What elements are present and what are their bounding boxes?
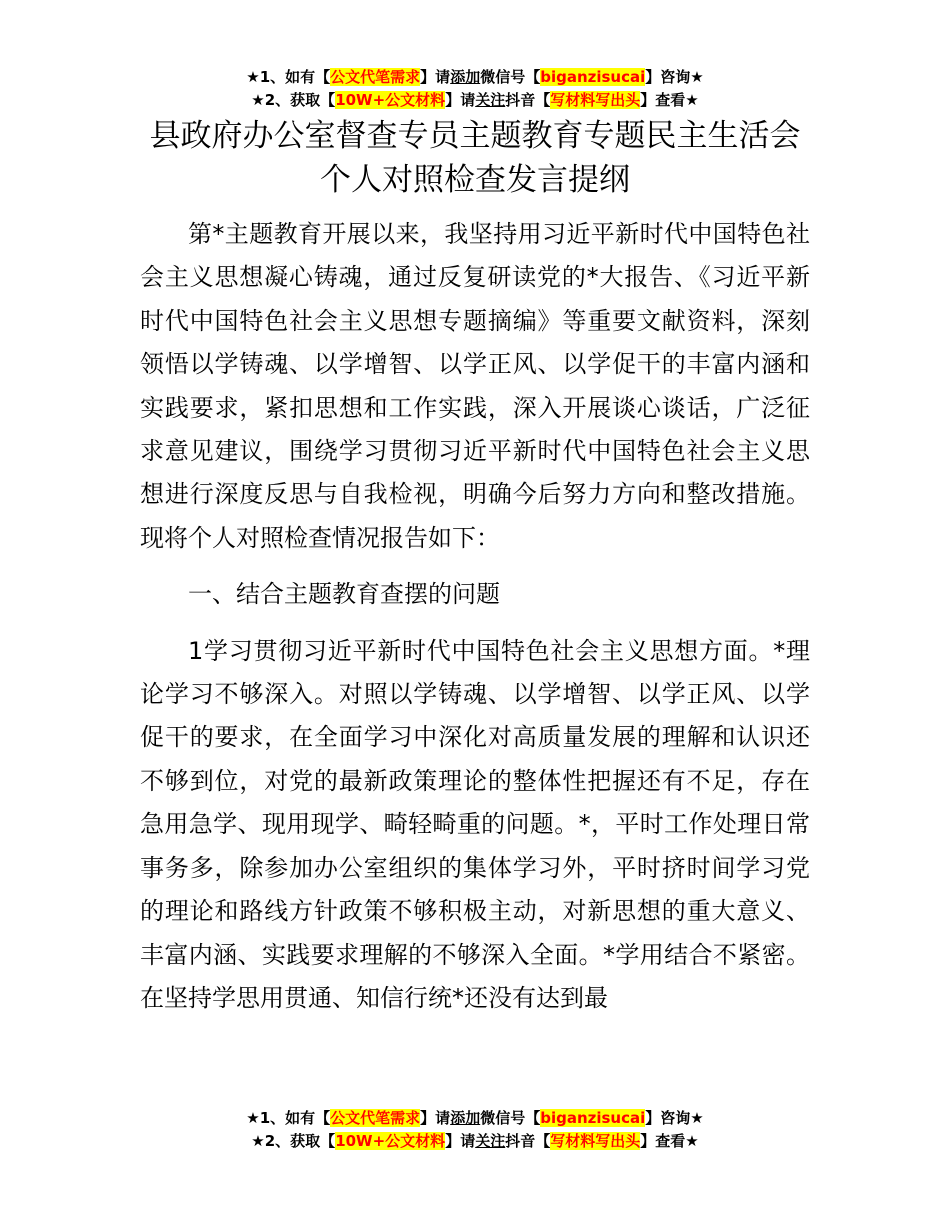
banner-text: 】请 [445,1132,476,1150]
banner-line-1 [0,66,950,89]
banner-highlight: 公文代笔需求 [330,68,421,86]
banner-text: 】查看★ [640,1132,699,1150]
banner-text: 抖音【 [505,91,551,109]
banner-wechat-id: biganzisucai [540,1109,646,1127]
banner-text: 抖音【 [505,1132,551,1150]
banner-line-1 [0,1107,950,1130]
banner-douyin-account: 写材料写出头 [550,91,641,109]
banner-highlight: 公文代笔需求 [330,1109,421,1127]
banner-text: 】请 [420,1109,451,1127]
banner-line-2 [0,1130,950,1153]
body-paragraph: 1学习贯彻习近平新时代中国特色社会主义思想方面。*理论学习不够深入。对照以学铸魂、以学增智、以学正风、以学促干的要求，在全面学习中深化对高质量发展的理解和认识还不够到位，对党的最新政策理论的整体性把握还有不足，存在急用急学、现用现学、畸轻畸重的问题。*，平时工作处理日常事务多，除参加办公室组织的集体学习外，平时挤时间学习党的理论和路线方针政策不够积极主动，对新思想的重大意义、丰富内涵、实践要求理解的不够深入全面。*学用结合不紧密。在坚持学思用贯通、知信行统*还没有达到最 [140,636,810,1012]
banner-text: 微信号【 [480,68,541,86]
banner-text: ★2、获取【 [251,91,336,109]
banner-text: 】咨询★ [645,68,704,86]
banner-text: 】请 [420,68,451,86]
top-ad-banner [0,66,950,112]
banner-underline: 关注 [475,91,506,109]
banner-text: ★1、如有【 [246,1109,331,1127]
banner-text: ★1、如有【 [246,68,331,86]
banner-text: ★2、获取【 [251,1132,336,1150]
banner-douyin-account: 写材料写出头 [550,1132,641,1150]
section-heading: 一、结合主题教育查摆的问题 [188,580,500,609]
banner-underline: 添加 [450,68,481,86]
banner-highlight: 10W+公文材料 [335,91,446,109]
banner-text: 】查看★ [640,91,699,109]
banner-line-2 [0,89,950,112]
banner-text: 】咨询★ [645,1109,704,1127]
document-body [140,213,810,1020]
banner-wechat-id: biganzisucai [540,68,646,86]
banner-text: 】请 [445,91,476,109]
banner-underline: 关注 [475,1132,506,1150]
document-title: 县政府办公室督查专员主题教育专题民主生活会个人对照检查发言提纲 [149,118,801,198]
body-paragraph: 第*主题教育开展以来，我坚持用习近平新时代中国特色社会主义思想凝心铸魂，通过反复研读党的*大报告、《习近平新时代中国特色社会主义思想专题摘编》等重要文献资料，深刻领悟以学铸魂、以学增智、以学正风、以学促干的丰富内涵和实践要求，紧扣思想和工作实践，深入开展谈心谈话，广泛征求意见建议，围绕学习贯彻习近平新时代中国特色社会主义思想进行深度反思与自我检视，明确今后努力方向和整改措施。现将个人对照检查情况报告如下： [140,220,810,552]
banner-text: 微信号【 [480,1109,541,1127]
banner-underline: 添加 [450,1109,481,1127]
bottom-ad-banner [0,1107,950,1153]
banner-highlight: 10W+公文材料 [335,1132,446,1150]
